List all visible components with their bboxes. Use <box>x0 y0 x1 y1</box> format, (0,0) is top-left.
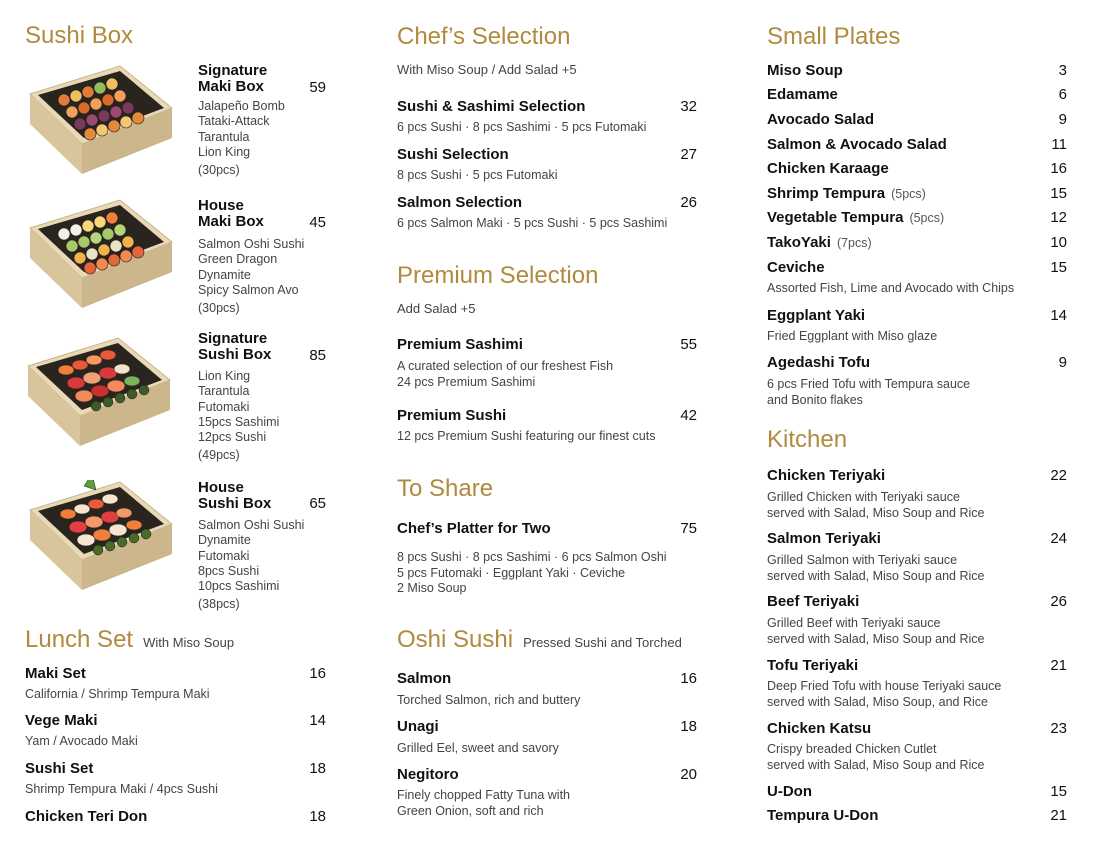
menu-item-name: Premium Sushi <box>397 407 507 424</box>
menu-item-price: 21 <box>1050 657 1067 674</box>
menu-item-name: Miso Soup <box>767 62 843 79</box>
menu-item-price: 14 <box>309 712 326 729</box>
menu-item-description: 6 pcs Salmon Maki · 5 pcs Sushi · 5 pcs Sashimi <box>397 216 668 230</box>
house-sushi-box-image <box>24 480 174 592</box>
menu-item-name: Negitoro <box>397 766 459 783</box>
menu-item-description: Yam / Avocado Maki <box>25 734 138 748</box>
menu-item-description: 6 pcs Fried Tofu with Tempura sauce and Bonito flakes <box>767 377 971 407</box>
menu-item-price: 9 <box>1058 354 1067 371</box>
menu-item-name: Tempura U-Don <box>767 807 879 824</box>
house-sushi-box-name: House Sushi Box <box>198 479 272 512</box>
menu-item-name: Salmon Selection <box>397 194 523 211</box>
house-maki-box-contents: Salmon Oshi Sushi Green Dragon Dynamite Spicy Salmon Avo (30pcs) <box>198 237 305 316</box>
menu-item-price: 27 <box>680 146 697 163</box>
menu-item-description: Crispy breaded Chicken Cutlet served with Salad, Miso Soup and Rice <box>767 742 985 772</box>
menu-item-name: Salmon Teriyaki <box>767 530 881 547</box>
menu-item-name: Vegetable Tempura <box>767 209 904 226</box>
menu-item-price: 16 <box>309 665 326 682</box>
menu-item-price: 18 <box>680 718 697 735</box>
menu-item-name-with-qty <box>767 210 944 225</box>
menu-item-price: 9 <box>1058 111 1067 128</box>
menu-item-price: 75 <box>680 520 697 537</box>
menu-item-name: Sushi Set <box>25 760 94 777</box>
menu-item-description: 12 pcs Premium Sushi featuring our finest cuts <box>397 429 656 443</box>
menu-item-price: 20 <box>680 766 697 783</box>
signature-maki-box-image <box>24 64 174 176</box>
house-maki-box-name: House Maki Box <box>198 197 264 230</box>
menu-item-description: Grilled Beef with Teriyaki sauce served with Salad, Miso Soup and Rice <box>767 616 985 646</box>
menu-item-name: Chicken Karaage <box>767 160 889 177</box>
sushi-box-heading: Sushi Box <box>25 22 134 49</box>
menu-item-price: 22 <box>1050 467 1067 484</box>
menu-item-price: 21 <box>1050 807 1067 824</box>
menu-item-name: Agedashi Tofu <box>767 354 871 371</box>
menu-item-qty: (5pcs) <box>909 211 945 225</box>
menu-item-name: Vege Maki <box>25 712 98 729</box>
menu-item-description: Shrimp Tempura Maki / 4pcs Sushi <box>25 782 218 796</box>
menu-item-name-with-qty <box>767 186 926 201</box>
menu-item-name: Chicken Teriyaki <box>767 467 886 484</box>
chefs-selection-heading: Chef’s Selection <box>397 23 571 50</box>
menu-item-description: Assorted Fish, Lime and Avocado with Chips <box>767 281 1015 295</box>
menu-item-name: TakoYaki <box>767 234 831 251</box>
menu-item-name: Chicken Katsu <box>767 720 872 737</box>
menu-item-price: 6 <box>1058 86 1067 103</box>
menu-item-qty: (7pcs) <box>836 236 872 250</box>
menu-item-price: 3 <box>1058 62 1067 79</box>
menu-item-name: Salmon <box>397 670 452 687</box>
menu-item-description: Torched Salmon, rich and buttery <box>397 693 581 707</box>
menu-item-name-with-qty <box>767 235 872 250</box>
signature-sushi-box-price: 85 <box>309 347 326 364</box>
house-sushi-box-contents: Salmon Oshi Sushi Dynamite Futomaki 8pcs Sushi 10pcs Sashimi (38pcs) <box>198 518 305 612</box>
menu-item-description: California / Shrimp Tempura Maki <box>25 687 210 701</box>
signature-maki-box-price: 59 <box>309 79 326 96</box>
menu-item-qty: (5pcs) <box>891 187 926 201</box>
lunch-set-title: Lunch Set <box>25 626 134 653</box>
oshi-sushi-title: Oshi Sushi <box>397 626 514 653</box>
menu-item-name: Tofu Teriyaki <box>767 657 859 674</box>
menu-item-price: 15 <box>1050 783 1067 800</box>
menu-item-name: Sushi & Sashimi Selection <box>397 98 586 115</box>
menu-item-description: 8 pcs Sushi · 8 pcs Sashimi · 6 pcs Salmon Oshi 5 pcs Futomaki · Eggplant Yaki · Ceviche 2 Miso Soup <box>397 550 667 595</box>
menu-item-name: Shrimp Tempura <box>767 185 886 202</box>
signature-sushi-box-image <box>22 336 172 448</box>
menu-item-price: 16 <box>680 670 697 687</box>
menu-item-name: Sushi Selection <box>397 146 509 163</box>
menu-item-name: Chicken Teri Don <box>25 808 148 825</box>
menu-item-description: Fried Eggplant with Miso glaze <box>767 329 938 343</box>
menu-item-price: 32 <box>680 98 697 115</box>
menu-item-price: 18 <box>309 760 326 777</box>
premium-selection-note: Add Salad +5 <box>397 301 476 316</box>
menu-item-description: Finely chopped Fatty Tuna with Green Onion, soft and rich <box>397 788 571 818</box>
menu-item-price: 14 <box>1050 307 1067 324</box>
house-sushi-box-price: 65 <box>309 495 326 512</box>
kitchen-heading: Kitchen <box>767 426 848 453</box>
menu-item-name: Edamame <box>767 86 838 103</box>
menu-item-name: Chef’s Platter for Two <box>397 520 551 537</box>
menu-item-name: Avocado Salad <box>767 111 874 128</box>
menu-item-name: Maki Set <box>25 665 86 682</box>
menu-item-description: 6 pcs Sushi · 8 pcs Sashimi · 5 pcs Futomaki <box>397 120 647 134</box>
house-maki-box-image <box>24 198 174 310</box>
menu-item-name: Unagi <box>397 718 439 735</box>
signature-maki-box-name: Signature Maki Box <box>198 62 268 95</box>
menu-item-price: 23 <box>1050 720 1067 737</box>
menu-item-description: Deep Fried Tofu with house Teriyaki sauce served with Salad, Miso Soup, and Rice <box>767 679 1002 709</box>
menu-item-description: Grilled Eel, sweet and savory <box>397 741 559 755</box>
menu-item-price: 16 <box>1050 160 1067 177</box>
menu-item-price: 15 <box>1050 185 1067 202</box>
oshi-sushi-subtitle: Pressed Sushi and Torched <box>523 635 682 650</box>
menu-item-description: Grilled Chicken with Teriyaki sauce served with Salad, Miso Soup and Rice <box>767 490 985 520</box>
menu-item-price: 26 <box>1050 593 1067 610</box>
menu-item-name: Salmon & Avocado Salad <box>767 136 947 153</box>
menu-item-price: 42 <box>680 407 697 424</box>
lunch-set-subtitle: With Miso Soup <box>143 635 235 650</box>
menu-item-description: 8 pcs Sushi · 5 pcs Futomaki <box>397 168 558 182</box>
menu-item-price: 11 <box>1051 136 1067 153</box>
menu-item-price: 55 <box>680 336 697 353</box>
menu-item-price: 18 <box>309 808 326 825</box>
to-share-heading: To Share <box>397 475 494 502</box>
signature-sushi-box-contents: Lion King Tarantula Futomaki 15pcs Sashimi 12pcs Sushi (49pcs) <box>198 369 280 463</box>
menu-item-price: 12 <box>1050 209 1067 226</box>
menu-item-name: Beef Teriyaki <box>767 593 860 610</box>
menu-item-price: 15 <box>1050 259 1067 276</box>
small-plates-heading: Small Plates <box>767 23 901 50</box>
signature-sushi-box-name: Signature Sushi Box <box>198 330 272 363</box>
menu-item-price: 24 <box>1050 530 1067 547</box>
oshi-sushi-heading <box>397 628 682 652</box>
menu-item-description: A curated selection of our freshest Fish 24 pcs Premium Sashimi <box>397 359 614 389</box>
chefs-selection-note: With Miso Soup / Add Salad +5 <box>397 62 577 77</box>
menu-item-price: 10 <box>1050 234 1067 251</box>
menu-item-description: Grilled Salmon with Teriyaki sauce served with Salad, Miso Soup and Rice <box>767 553 985 583</box>
menu-item-name: Premium Sashimi <box>397 336 523 353</box>
menu-item-name: Ceviche <box>767 259 825 276</box>
menu-item-name: Eggplant Yaki <box>767 307 866 324</box>
signature-maki-box-contents: Jalapeño Bomb Tataki-Attack Tarantula Lion King (30pcs) <box>198 99 285 178</box>
premium-selection-heading: Premium Selection <box>397 262 599 289</box>
lunch-set-heading <box>25 628 234 652</box>
menu-item-price: 26 <box>680 194 697 211</box>
menu-item-name: U-Don <box>767 783 812 800</box>
house-maki-box-price: 45 <box>309 214 326 231</box>
